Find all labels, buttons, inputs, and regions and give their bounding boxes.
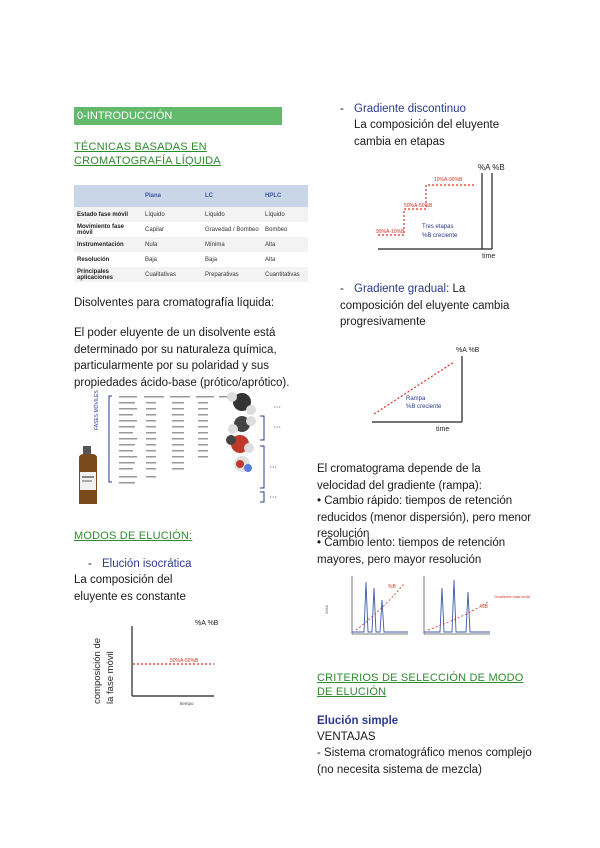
list-dash: - — [340, 103, 344, 115]
svg-text:• • •: • • • — [270, 494, 277, 499]
discontinuo-desc: La composición del eluyente cambia en etapas — [354, 119, 500, 148]
step-label-1: 90%A-10%B — [376, 229, 405, 235]
svg-text:• • •: • • • — [274, 404, 281, 409]
ramp-gradient-chart — [368, 342, 508, 434]
techniques-table — [74, 185, 308, 282]
note-1: Tres etapas — [422, 224, 454, 230]
cromatograma-text: El cromatograma depende de la velocidad del gradiente (rampa): — [317, 463, 482, 492]
solvent-bottle-icon — [79, 446, 97, 504]
table-row — [74, 267, 308, 282]
bullet-lento: • Cambio lento: tiempos de retención mayores, pero mayor resolución — [317, 537, 506, 566]
table-cell: Resolución — [74, 252, 142, 267]
fases-moviles-label: FASES MÓVILES — [94, 390, 100, 430]
line-label: 50%A-50%B — [170, 658, 199, 664]
y-label-1: composición de — [92, 637, 103, 704]
svg-text:• • •: • • • — [270, 464, 277, 469]
chrom-note: Gradiente más lento — [494, 594, 531, 599]
table-cell: Movimiento fase móvil — [74, 222, 142, 237]
ventajas-label: VENTAJAS — [317, 731, 376, 743]
list-dash: - — [88, 558, 92, 570]
table-row — [74, 252, 308, 267]
table-cell: Capilar — [142, 222, 202, 237]
gradual-title: Gradiente gradual — [354, 283, 447, 295]
table-cell: Alta — [262, 252, 308, 267]
list-dash: - — [340, 283, 344, 295]
chromatogram-fast — [325, 576, 408, 634]
criterios-heading: CRITERIOS DE SELECCIÓN DE MODO DE ELUCIÓN — [317, 672, 524, 698]
isocratica-title-line — [88, 556, 191, 573]
table-cell: Bombeo — [262, 222, 308, 237]
bullet-rapido: • Cambio rápido: tiempos de retención reducidos (menor dispersión), pero menor resolución — [317, 495, 532, 540]
table-cell: Nula — [142, 237, 202, 252]
table-cell: Principales aplicaciones — [74, 267, 142, 282]
solvent-figure — [74, 388, 296, 510]
x-label: time — [482, 253, 496, 259]
note-2: %B creciente — [422, 233, 458, 239]
table-cell: Estado fase móvil — [74, 207, 142, 222]
isocratic-chart — [80, 612, 230, 712]
modos-heading: MODOS DE ELUCIÓN: — [74, 530, 193, 542]
x-label: time — [436, 426, 450, 433]
disolventes-label: Disolventes para cromatografía líquida: — [74, 297, 275, 309]
section-banner: 0-INTRODUCCIÓN — [74, 107, 282, 125]
isocratica-desc: La composición del eluyente es constante — [74, 574, 186, 603]
step-gradient-chart — [370, 157, 530, 259]
poder-eluyente-text: El poder eluyente de un disolvente está determinado por su naturaleza química, particularmente por su polaridad y sus propiedades ácido-base (prótico/aprótico). — [74, 327, 290, 389]
molecule-icon — [226, 392, 256, 472]
x-label: tiempo — [180, 701, 194, 706]
discontinuo-title: Gradiente discontinuo — [354, 103, 466, 115]
table-cell: Alta — [262, 237, 308, 252]
discontinuo-title-line — [340, 101, 466, 118]
table-header-cell: Plana — [142, 185, 202, 207]
table-cell: Gravedad / Bombeo — [202, 222, 262, 237]
tecnicas-heading: TÉCNICAS BASADAS EN CROMATOGRAFÍA LÍQUIDA — [74, 141, 221, 167]
table-cell: Mínima — [202, 237, 262, 252]
table-cell: Preparativas — [202, 267, 262, 282]
axis-top-label: %A %B — [478, 163, 505, 172]
isocratica-title: Elución isocrática — [102, 558, 192, 570]
svg-text:• • •: • • • — [274, 424, 281, 429]
table-header-cell: HPLC — [262, 185, 308, 207]
note-2: %B creciente — [406, 404, 442, 410]
table-row — [74, 207, 308, 222]
table-cell: Líquido — [202, 207, 262, 222]
gradual-text — [340, 281, 520, 331]
gradual-desc: : La composición del eluyente cambia progresivamente — [340, 283, 510, 328]
chrom-label-1: %B — [388, 584, 396, 590]
table-row — [74, 222, 308, 237]
table-cell: Cualitativas — [142, 267, 202, 282]
table-cell: Baja — [142, 252, 202, 267]
note-1: Rampa — [406, 396, 426, 402]
step-label-3: 10%A-90%B — [434, 177, 463, 183]
y-label-2: la fase móvil — [105, 651, 116, 704]
table-cell: Cuantitativas — [262, 267, 308, 282]
chromatogram-slow — [424, 576, 531, 634]
axis-top-label: %A %B — [195, 620, 219, 627]
table-cell: Baja — [202, 252, 262, 267]
chrom-label-2: %B — [480, 604, 488, 610]
table-cell: Instrumentación — [74, 237, 142, 252]
table-cell: Líquido — [262, 207, 308, 222]
step-label-2: 50%A-50%B — [404, 203, 433, 209]
table-header-cell: LC — [202, 185, 262, 207]
axis-top-label: %A %B — [456, 347, 480, 354]
table-cell: Líquido — [142, 207, 202, 222]
table-header-cell — [74, 185, 142, 207]
ventaja-item: - Sistema cromatográfico menos complejo (no necesita sistema de mezcla) — [317, 747, 532, 776]
chromatogram-figure — [312, 570, 542, 640]
table-row — [74, 237, 308, 252]
elucion-simple-label: Elución simple — [317, 715, 399, 727]
table-header-row — [74, 185, 308, 207]
svg-text:Señal: Señal — [325, 605, 329, 614]
